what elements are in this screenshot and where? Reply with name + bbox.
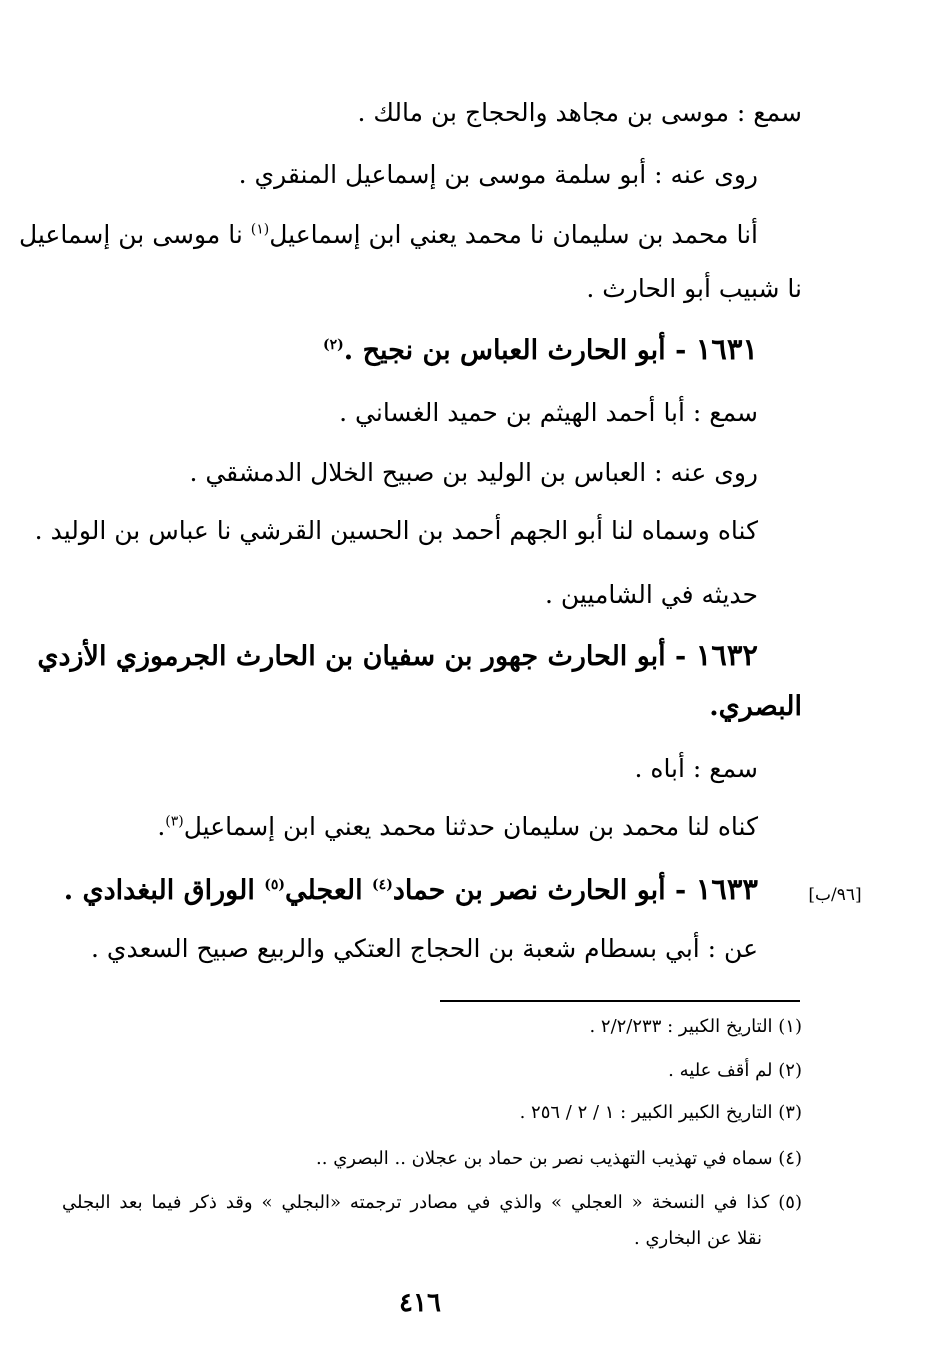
text-line-3b	[586, 272, 802, 306]
page-number: ٤١٦	[399, 1288, 441, 1318]
entry-number: ١٦٣٢	[695, 638, 758, 672]
line-text: سمع : أباه .	[634, 754, 758, 783]
footnote-ref: (٤)	[372, 877, 393, 893]
entry-heading-1631	[323, 332, 758, 368]
line-text: سمع : موسى بن مجاهد والحجاج بن مالك .	[357, 98, 802, 127]
line-text: سمع : أبا أحمد الهيثم بن حميد الغساني .	[339, 398, 758, 427]
line-text: حديثه في الشاميين .	[544, 580, 758, 609]
text-line-1	[357, 96, 802, 130]
entry-number: ١٦٣٣	[695, 872, 758, 906]
footnote-5: (٥) كذا في النسخة « العجلي » والذي في مصادر ترجمته «البجلي » وقد ذكر فيما بعد البجلي	[62, 1192, 802, 1213]
text-line-10	[634, 752, 758, 786]
footnote-ref: (٣)	[165, 813, 184, 830]
entry-title: - أبو الحارث العباس بن نجيح .	[343, 335, 687, 366]
text-line-7	[35, 514, 758, 548]
text-line-2	[239, 158, 758, 192]
line-text: كناه لنا محمد بن سليمان حدثنا محمد يعني ابن إسماعيل	[183, 812, 758, 841]
footnote-ref: (١)	[250, 221, 270, 238]
footnote-3: (٣) التاريخ الكبير الكبير : ١ / ٢ / ٢٥٦ .	[519, 1102, 802, 1123]
entry-title: - أبو الحارث نصر بن حماد	[392, 875, 687, 906]
line-text: نا شبيب أبو الحارث .	[586, 274, 802, 303]
footnote-separator	[440, 1000, 800, 1002]
text-line-5	[339, 396, 758, 430]
entry-heading-1632	[37, 638, 758, 674]
text-line-3a	[18, 218, 758, 252]
footnote-2: (٢) لم أقف عليه .	[668, 1060, 802, 1081]
entry-title: البصري.	[709, 691, 802, 722]
footnote-4: (٤) سماه في تهذيب التهذيب نصر بن حماد بن عجلان .. البصري ..	[316, 1148, 802, 1169]
entry-title: الوراق البغدادي .	[63, 875, 265, 906]
line-text: .	[157, 812, 166, 841]
entry-heading-1632-cont	[709, 690, 802, 724]
footnote-5-cont: نقلا عن البخاري .	[634, 1228, 762, 1249]
line-text: روى عنه : أبو سلمة موسى بن إسماعيل المنقري .	[238, 160, 758, 189]
text-line-8	[545, 578, 758, 612]
text-line-6	[189, 456, 758, 490]
line-text: أنا محمد بن سليمان نا محمد يعني ابن إسماعيل	[269, 220, 758, 249]
line-text: عن : أبي بسطام شعبة بن الحجاج العتكي والربيع صبيح السعدي .	[91, 934, 758, 963]
line-text: كناه وسماه لنا أبو الجهم أحمد بن الحسين القرشي نا عباس بن الوليد .	[34, 516, 758, 545]
line-text: روى عنه : العباس بن الوليد بن صبيح الخلال الدمشقي .	[189, 458, 758, 487]
footnote-1: (١) التاريخ الكبير : ٢/٢/٢٣٣ .	[589, 1016, 802, 1037]
footnote-ref: (٥)	[264, 877, 285, 893]
text-line-13	[91, 932, 758, 966]
entry-heading-1633	[64, 872, 758, 908]
entry-title: العجلي	[285, 875, 373, 906]
line-text: نا موسى بن إسماعيل	[18, 220, 251, 249]
entry-number: ١٦٣١	[695, 332, 758, 366]
margin-folio-note: [٩٦/ب]	[808, 885, 862, 905]
entry-title: - أبو الحارث جهور بن سفيان بن الحارث الجرموزي الأزدي	[37, 641, 687, 672]
text-line-11	[157, 810, 758, 844]
footnote-ref: (٢)	[323, 337, 344, 353]
